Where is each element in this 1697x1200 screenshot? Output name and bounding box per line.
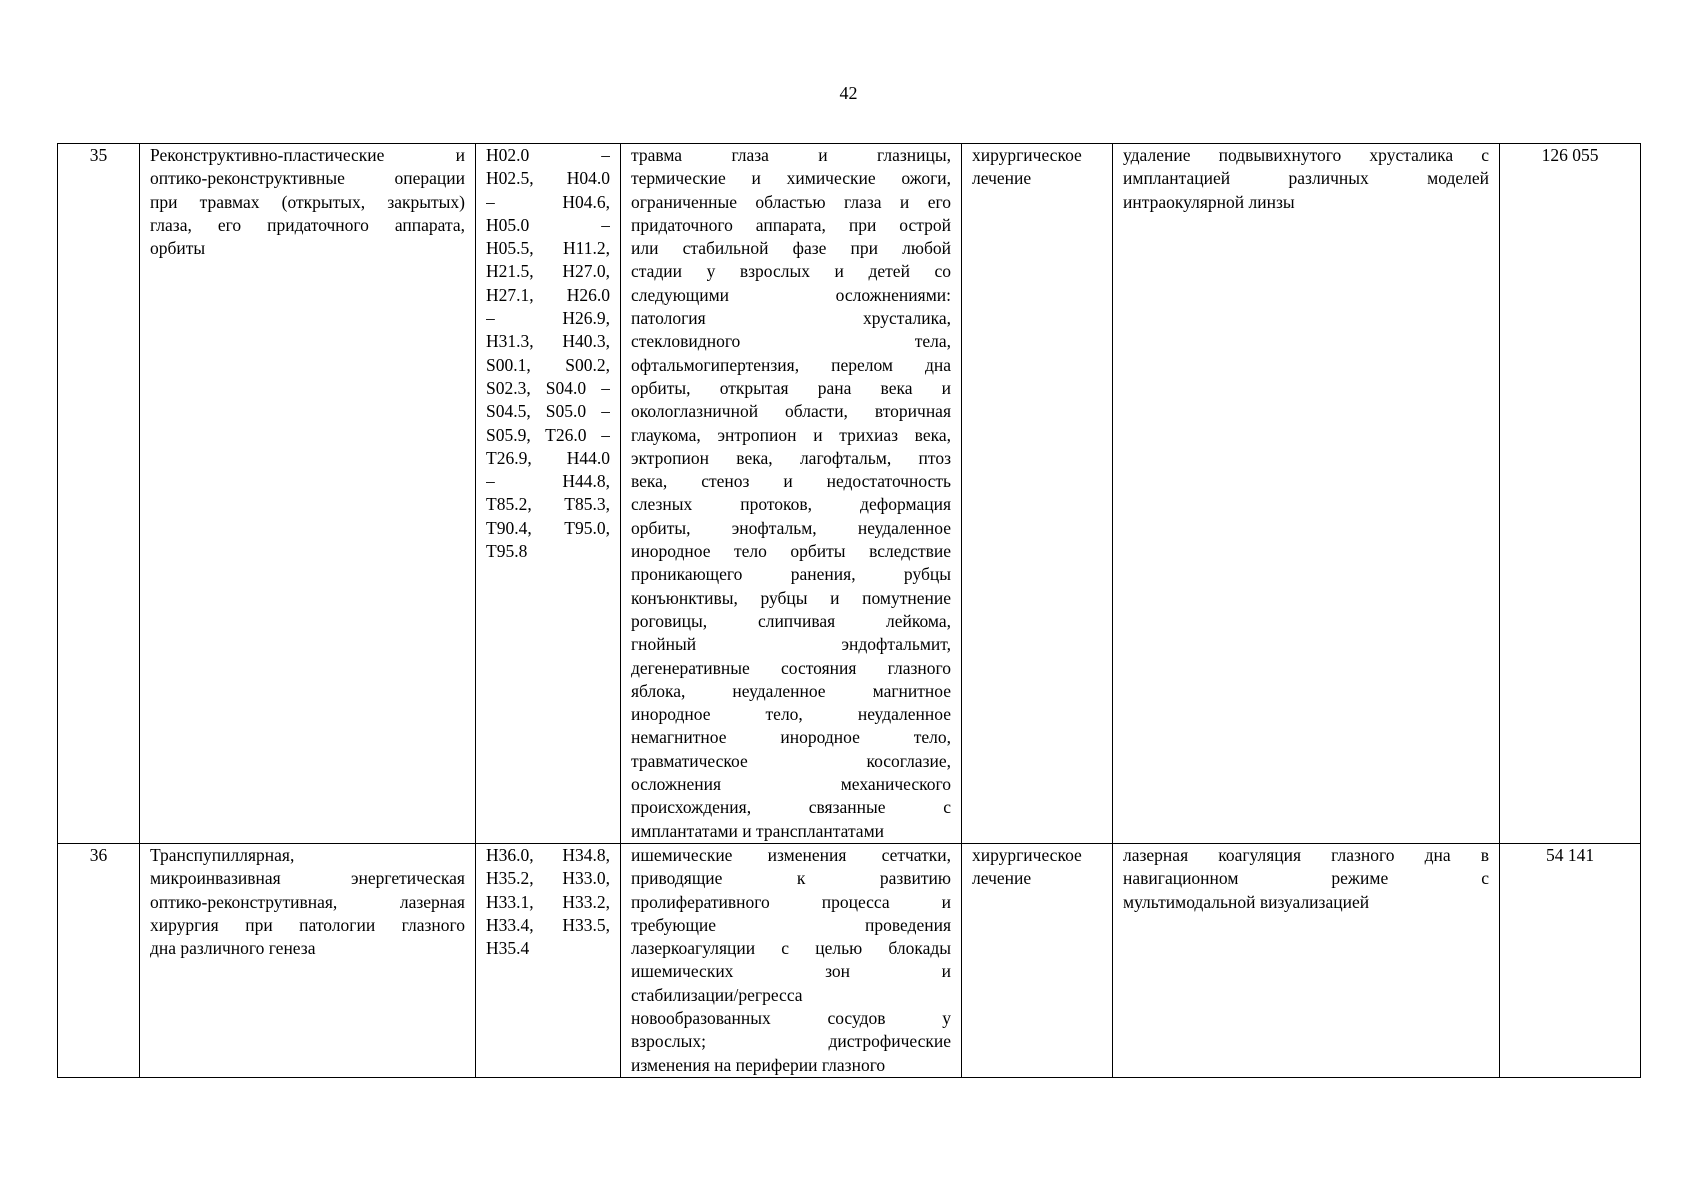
procedure-name-line: при травмах (открытых, закрытых) xyxy=(150,191,465,212)
icd-codes-line: T85.2, T85.3, xyxy=(486,494,610,515)
medical-care-table xyxy=(57,143,1641,1078)
patient-model-line: травма глаза и глазницы, xyxy=(631,145,951,165)
patient-model-line: стабилизации/регресса xyxy=(631,984,803,1005)
cost-cell xyxy=(1500,144,1641,844)
procedure-name-line: микроинвазивная энергетическая xyxy=(150,868,465,889)
patient-model-line: требующие проведения xyxy=(631,914,951,935)
patient-model-line: орбиты, энофтальм, неудаленное xyxy=(631,517,951,538)
icd-codes-line: H02.5, H04.0 xyxy=(486,168,610,189)
patient-model-cell xyxy=(621,144,962,844)
patient-model-line: века, стеноз и недостаточность xyxy=(631,471,951,492)
treatment-type-line: лечение xyxy=(972,168,1032,189)
patient-model-line: гнойный эндофтальмит, xyxy=(631,634,951,655)
treatment-type-line: лечение xyxy=(972,868,1032,889)
treatment-method-line: удаление подвывихнутого хрусталика с xyxy=(1123,145,1489,165)
row-number-value: 35 xyxy=(89,145,108,165)
procedure-name-line: оптико-реконструтивная, лазерная xyxy=(150,891,465,912)
patient-model-line: следующими осложнениями: xyxy=(631,284,951,305)
patient-model-line: термические и химические ожоги, xyxy=(631,168,951,189)
procedure-name-line: Реконструктивно-пластические и xyxy=(150,145,465,165)
icd-codes-line: S05.9, T26.0 – xyxy=(486,424,610,445)
icd-codes-line: H02.0 – xyxy=(486,145,610,165)
procedure-name-line: Транспупиллярная, xyxy=(150,844,295,865)
cost-value: 126 055 xyxy=(1541,145,1599,165)
table-row xyxy=(58,843,1641,1077)
patient-model-line: приводящие к развитию xyxy=(631,868,951,889)
patient-model-line: окологлазничной области, вторичная xyxy=(631,401,951,422)
icd-codes-line: H05.5, H11.2, xyxy=(486,238,610,259)
patient-model-line: лазеркоагуляции с целью блокады xyxy=(631,938,951,959)
patient-model-line: придаточного аппарата, при острой xyxy=(631,214,951,235)
icd-codes-line: H31.3, H40.3, xyxy=(486,331,610,352)
patient-model-line: стекловидного тела, xyxy=(631,331,951,352)
row-number-value: 36 xyxy=(89,844,108,865)
icd-codes-line: – H44.8, xyxy=(486,471,610,492)
patient-model-line: ограниченные областью глаза и его xyxy=(631,191,951,212)
patient-model-line: изменения на периферии глазного xyxy=(631,1054,886,1075)
icd-codes-line: H36.0, H34.8, xyxy=(486,844,610,865)
patient-model-line: патология хрусталика, xyxy=(631,308,951,329)
patient-model-line: осложнения механического xyxy=(631,774,951,795)
icd-codes-line: S02.3, S04.0 – xyxy=(486,377,610,398)
icd-codes-line: T95.8 xyxy=(486,541,528,562)
icd-codes-line: H33.1, H33.2, xyxy=(486,891,610,912)
treatment-method-line: имплантацией различных моделей xyxy=(1123,168,1489,189)
patient-model-line: инородное тело орбиты вследствие xyxy=(631,541,951,562)
patient-model-line: немагнитное инородное тело, xyxy=(631,727,951,748)
treatment-type-line: хирургическое xyxy=(972,844,1082,865)
patient-model-line: офтальмогипертензия, перелом дна xyxy=(631,354,951,375)
procedure-name-cell xyxy=(140,843,476,1077)
treatment-type-cell xyxy=(962,144,1113,844)
procedure-name-line: хирургия при патологии глазного xyxy=(150,914,465,935)
icd-codes-line: H35.4 xyxy=(486,938,530,959)
patient-model-line: яблока, неудаленное магнитное xyxy=(631,680,951,701)
icd-codes-line: – H26.9, xyxy=(486,308,610,329)
icd-codes-line: S00.1, S00.2, xyxy=(486,354,610,375)
icd-codes-line: T26.9, H44.0 xyxy=(486,447,610,468)
row-number-cell xyxy=(58,144,140,844)
patient-model-line: происхождения, связанные с xyxy=(631,797,951,818)
patient-model-line: ишемические изменения сетчатки, xyxy=(631,844,951,865)
patient-model-cell xyxy=(621,843,962,1077)
treatment-method-line: навигационном режиме с xyxy=(1123,868,1489,889)
patient-model-line: имплантатами и трансплантатами xyxy=(631,820,885,841)
patient-model-line: стадии у взрослых и детей со xyxy=(631,261,951,282)
patient-model-line: слезных протоков, деформация xyxy=(631,494,951,515)
page-number: 42 xyxy=(839,83,858,103)
patient-model-line: или стабильной фазе при любой xyxy=(631,238,951,259)
procedure-name-cell xyxy=(140,144,476,844)
patient-model-line: конъюнктивы, рубцы и помутнение xyxy=(631,587,951,608)
treatment-method-cell xyxy=(1113,144,1500,844)
procedure-name-line: оптико-реконструктивные операции xyxy=(150,168,465,189)
patient-model-line: новообразованных сосудов у xyxy=(631,1007,951,1028)
patient-model-line: травматическое косоглазие, xyxy=(631,750,951,771)
treatment-method-line: мультимодальной визуализацией xyxy=(1123,891,1370,912)
treatment-type-line: хирургическое xyxy=(972,145,1082,165)
cost-value: 54 141 xyxy=(1545,844,1595,865)
patient-model-line: дегенеративные состояния глазного xyxy=(631,657,951,678)
icd-codes-cell xyxy=(476,843,621,1077)
treatment-method-line: интраокулярной линзы xyxy=(1123,191,1295,212)
icd-codes-line: H33.4, H33.5, xyxy=(486,914,610,935)
treatment-method-line: лазерная коагуляция глазного дна в xyxy=(1123,844,1489,865)
table-body xyxy=(58,144,1641,1078)
patient-model-line: пролиферативного процесса и xyxy=(631,891,951,912)
icd-codes-line: S04.5, S05.0 – xyxy=(486,401,610,422)
cost-cell xyxy=(1500,843,1641,1077)
patient-model-line: глаукома, энтропион и трихиаз века, xyxy=(631,424,951,445)
patient-model-line: проникающего ранения, рубцы xyxy=(631,564,951,585)
patient-model-line: роговицы, слипчивая лейкома, xyxy=(631,610,951,631)
icd-codes-line: H05.0 – xyxy=(486,214,610,235)
icd-codes-line: T90.4, T95.0, xyxy=(486,517,610,538)
row-number-cell xyxy=(58,843,140,1077)
patient-model-line: орбиты, открытая рана века и xyxy=(631,377,951,398)
procedure-name-line: глаза, его придаточного аппарата, xyxy=(150,214,465,235)
icd-codes-line: H27.1, H26.0 xyxy=(486,284,610,305)
treatment-method-cell xyxy=(1113,843,1500,1077)
patient-model-line: взрослых; дистрофические xyxy=(631,1031,951,1052)
icd-codes-cell xyxy=(476,144,621,844)
treatment-type-cell xyxy=(962,843,1113,1077)
patient-model-line: эктропион века, лагофтальм, птоз xyxy=(631,447,951,468)
patient-model-line: инородное тело, неудаленное xyxy=(631,704,951,725)
icd-codes-line: H21.5, H27.0, xyxy=(486,261,610,282)
procedure-name-line: орбиты xyxy=(150,238,206,259)
icd-codes-line: – H04.6, xyxy=(486,191,610,212)
icd-codes-line: H35.2, H33.0, xyxy=(486,868,610,889)
procedure-name-line: дна различного генеза xyxy=(150,938,316,959)
patient-model-line: ишемических зон и xyxy=(631,961,951,982)
table-row xyxy=(58,144,1641,844)
